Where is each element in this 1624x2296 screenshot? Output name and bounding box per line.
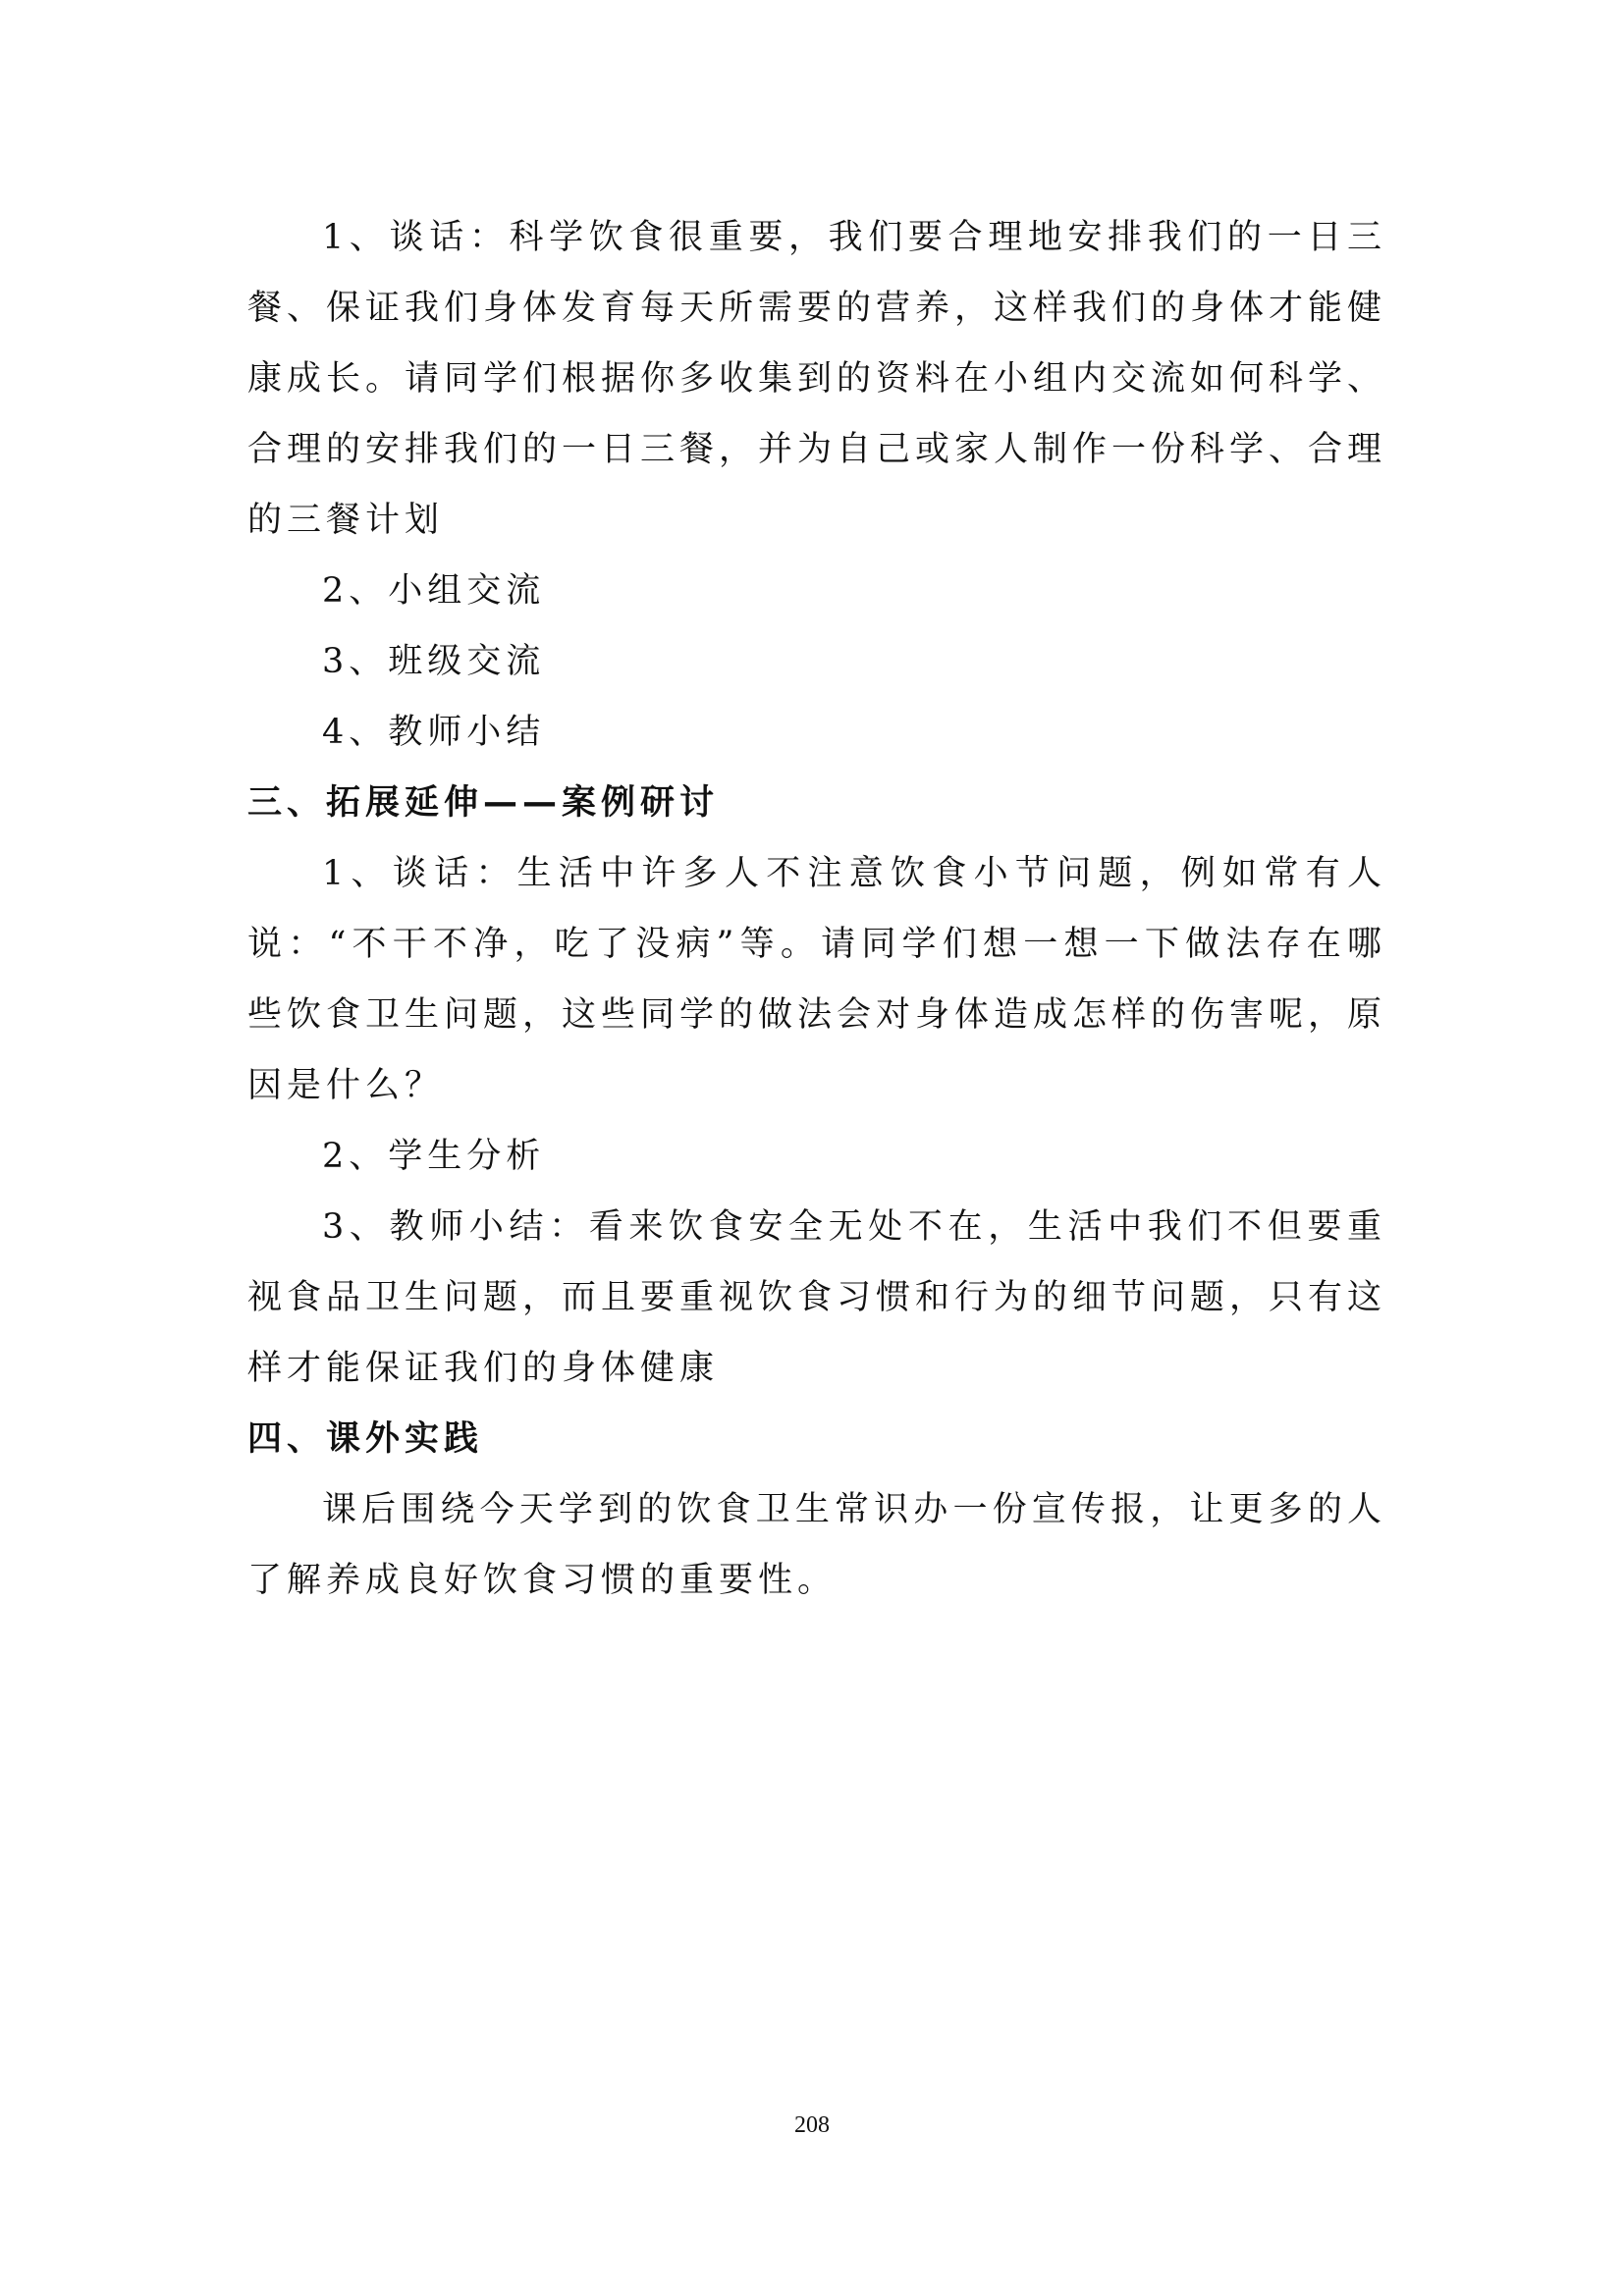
document-body [247, 202, 1386, 1616]
section-heading-case-study: 三、拓展延伸——案例研讨 [247, 783, 720, 823]
paragraph-student-analysis: 2、学生分析 [322, 1137, 546, 1176]
paragraph-talk-diet-problems: 1、谈话：生活中许多人不注意饮食小节问题，例如常有人说：“不干不净，吃了没病”等。请同学们想一想一下做法存在哪些饮食卫生问题，这些同学的做法会对身体造成怎样的伤害呢，原因是什么？ [247, 854, 1387, 1105]
paragraph-talk-diet-plan: 1、谈话：科学饮食很重要，我们要合理地安排我们的一日三餐、保证我们身体发育每天所需要的营养，这样我们的身体才能健康成长。请同学们根据你多收集到的资料在小组内交流如何科学、合理的安排我们的一日三餐，并为自己或家人制作一份科学、合理的三餐计划 [247, 218, 1387, 540]
page-number: 208 [794, 2112, 830, 2138]
paragraph-teacher-summary: 4、教师小结 [322, 713, 546, 752]
paragraph-teacher-conclusion: 3、教师小结：看来饮食安全无处不在，生活中我们不但要重视食品卫生问题，而且要重视饮食习惯和行为的细节问题，只有这样才能保证我们的身体健康 [247, 1207, 1387, 1388]
section-heading-practice: 四、课外实践 [247, 1419, 484, 1459]
paragraph-class-exchange: 3、班级交流 [322, 642, 546, 681]
paragraph-group-exchange: 2、小组交流 [322, 571, 546, 611]
paragraph-after-class: 课后围绕今天学到的饮食卫生常识办一份宣传报，让更多的人了解养成良好饮食习惯的重要性。 [247, 1490, 1386, 1600]
